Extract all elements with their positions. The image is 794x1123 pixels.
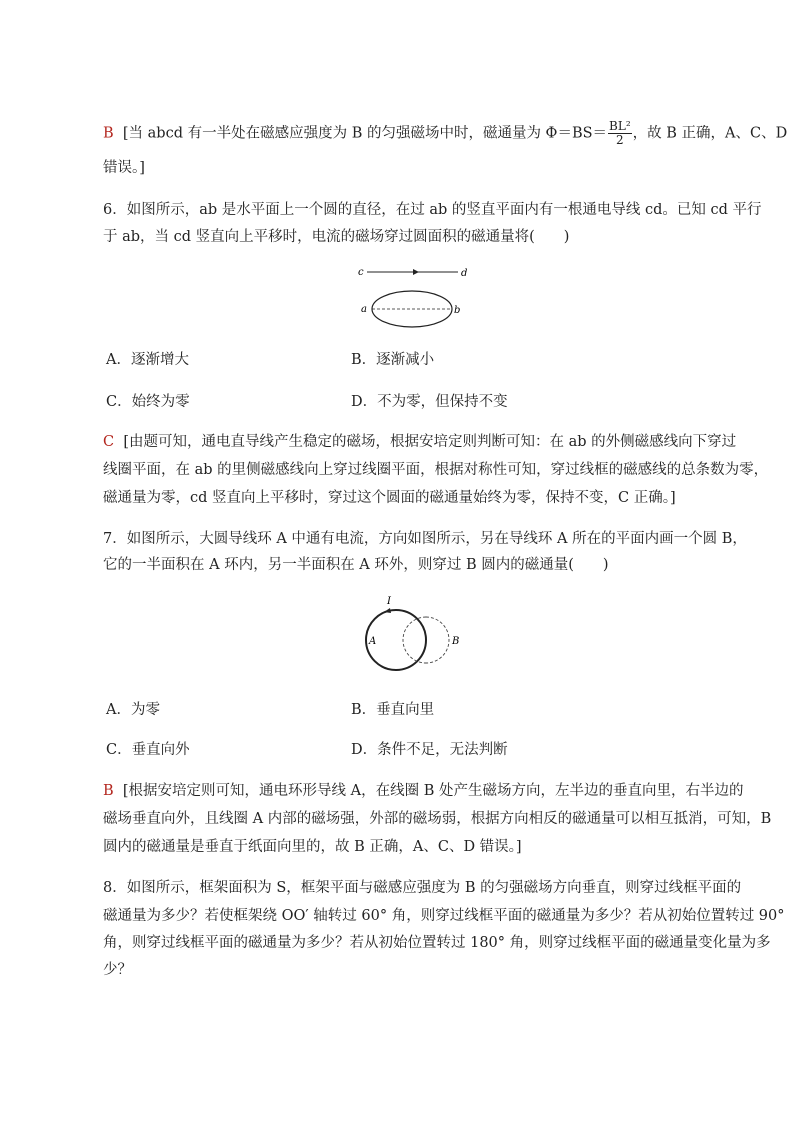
fig6-label-a: a [361,304,367,315]
fig7-label-b: B [452,636,460,647]
fig7-label-i: I [387,596,391,607]
circle-b-outside [426,617,449,663]
q6-option-b: B．逐渐减小 [351,352,435,368]
answer5-text-pre: [当 abcd 有一半处在磁感应强度为 B 的匀强磁场中时，磁通量为 Φ＝BS＝ [122,125,608,142]
answer5-letter: B [103,125,114,142]
q7-option-d: D．条件不足，无法判断 [351,742,508,758]
fig6-label-b: b [454,305,461,316]
q6-line2: 于 ab，当 cd 竖直向上平移时，电流的磁场穿过圆面积的磁通量将( ) [103,229,570,245]
circle-b-inside [403,617,426,663]
q6-option-a: A．逐渐增大 [106,352,189,368]
answer5-text-post: ，故 B 正确，A、C、D [632,125,788,142]
fraction-numerator: BL² [609,119,631,133]
q8-line2: 磁通量为多少？若使框架绕 OO′ 轴转过 60° 角，则穿过线框平面的磁通量为多少？若从初始位置转过 90° [103,908,785,924]
q8-line3: 角，则穿过线框平面的磁通量为多少？若从初始位置转过 180° 角，则穿过线框平面的磁通量变化量为多 [103,935,771,951]
q6-option-c: C．始终为零 [106,394,190,410]
answer6-letter: C [103,434,115,450]
q7-line1: 7．如图所示，大圆导线环 A 中通有电流，方向如图所示，另在导线环 A 所在的平面内画一个圆 B， [103,531,747,547]
q8-line4: 少？ [103,962,132,978]
q7-option-a: A．为零 [106,702,160,718]
fraction-denominator: 2 [616,133,624,147]
q7-option-c: C．垂直向外 [106,742,190,758]
q8-line1: 8．如图所示，框架面积为 S，框架平面与磁感应强度为 B 的匀强磁场方向垂直，则穿过线框平面的 [103,880,742,896]
answer7-line3: 圆内的磁通量是垂直于纸面向里的，故 B 正确，A、C、D 错误。] [103,839,522,855]
answer7-line1 [103,781,743,801]
q7-figure [360,595,470,677]
q6-figure [355,262,475,332]
answer5-line2: 错误。] [103,160,145,176]
answer7-line2: 磁场垂直向外，且线圈 A 内部的磁场强，外部的磁场弱，根据方向相反的磁通量可以相互抵消，可知，B [103,811,772,827]
current-arrow [413,269,419,275]
answer6-line3: 磁通量为零，cd 竖直向上平移时，穿过这个圆面的磁通量始终为零，保持不变，C 正确。] [103,490,676,506]
fig6-label-c: c [358,267,364,278]
answer7-letter: B [103,783,114,799]
q7-line2: 它的一半面积在 A 环内，另一半面积在 A 环外，则穿过 B 圆内的磁通量( ) [103,557,609,573]
answer5-line1 [103,120,787,147]
answer6-text: [由题可知，通电直导线产生稳定的磁场，根据安培定则判断可知：在 ab 的外侧磁感线向下穿过 [123,434,737,450]
answer6-line1 [103,432,736,452]
q7-option-b: B．垂直向里 [351,702,435,718]
q6-option-d: D．不为零，但保持不变 [351,394,508,410]
answer6-line2: 线圈平面，在 ab 的里侧磁感线向上穿过线圈平面，根据对称性可知，穿过线框的磁感线的总条数为零， [103,462,769,478]
fig7-label-a: A [369,636,377,647]
answer7-text: [根据安培定则可知，通电环形导线 A，在线圈 B 处产生磁场方向，左半边的垂直向里，右半边的 [122,783,744,799]
q6-line1: 6．如图所示，ab 是水平面上一个圆的直径，在过 ab 的竖直平面内有一根通电导线 cd。已知 cd 平行 [103,202,762,218]
answer5-fraction [608,120,632,147]
fig6-label-d: d [461,268,468,279]
